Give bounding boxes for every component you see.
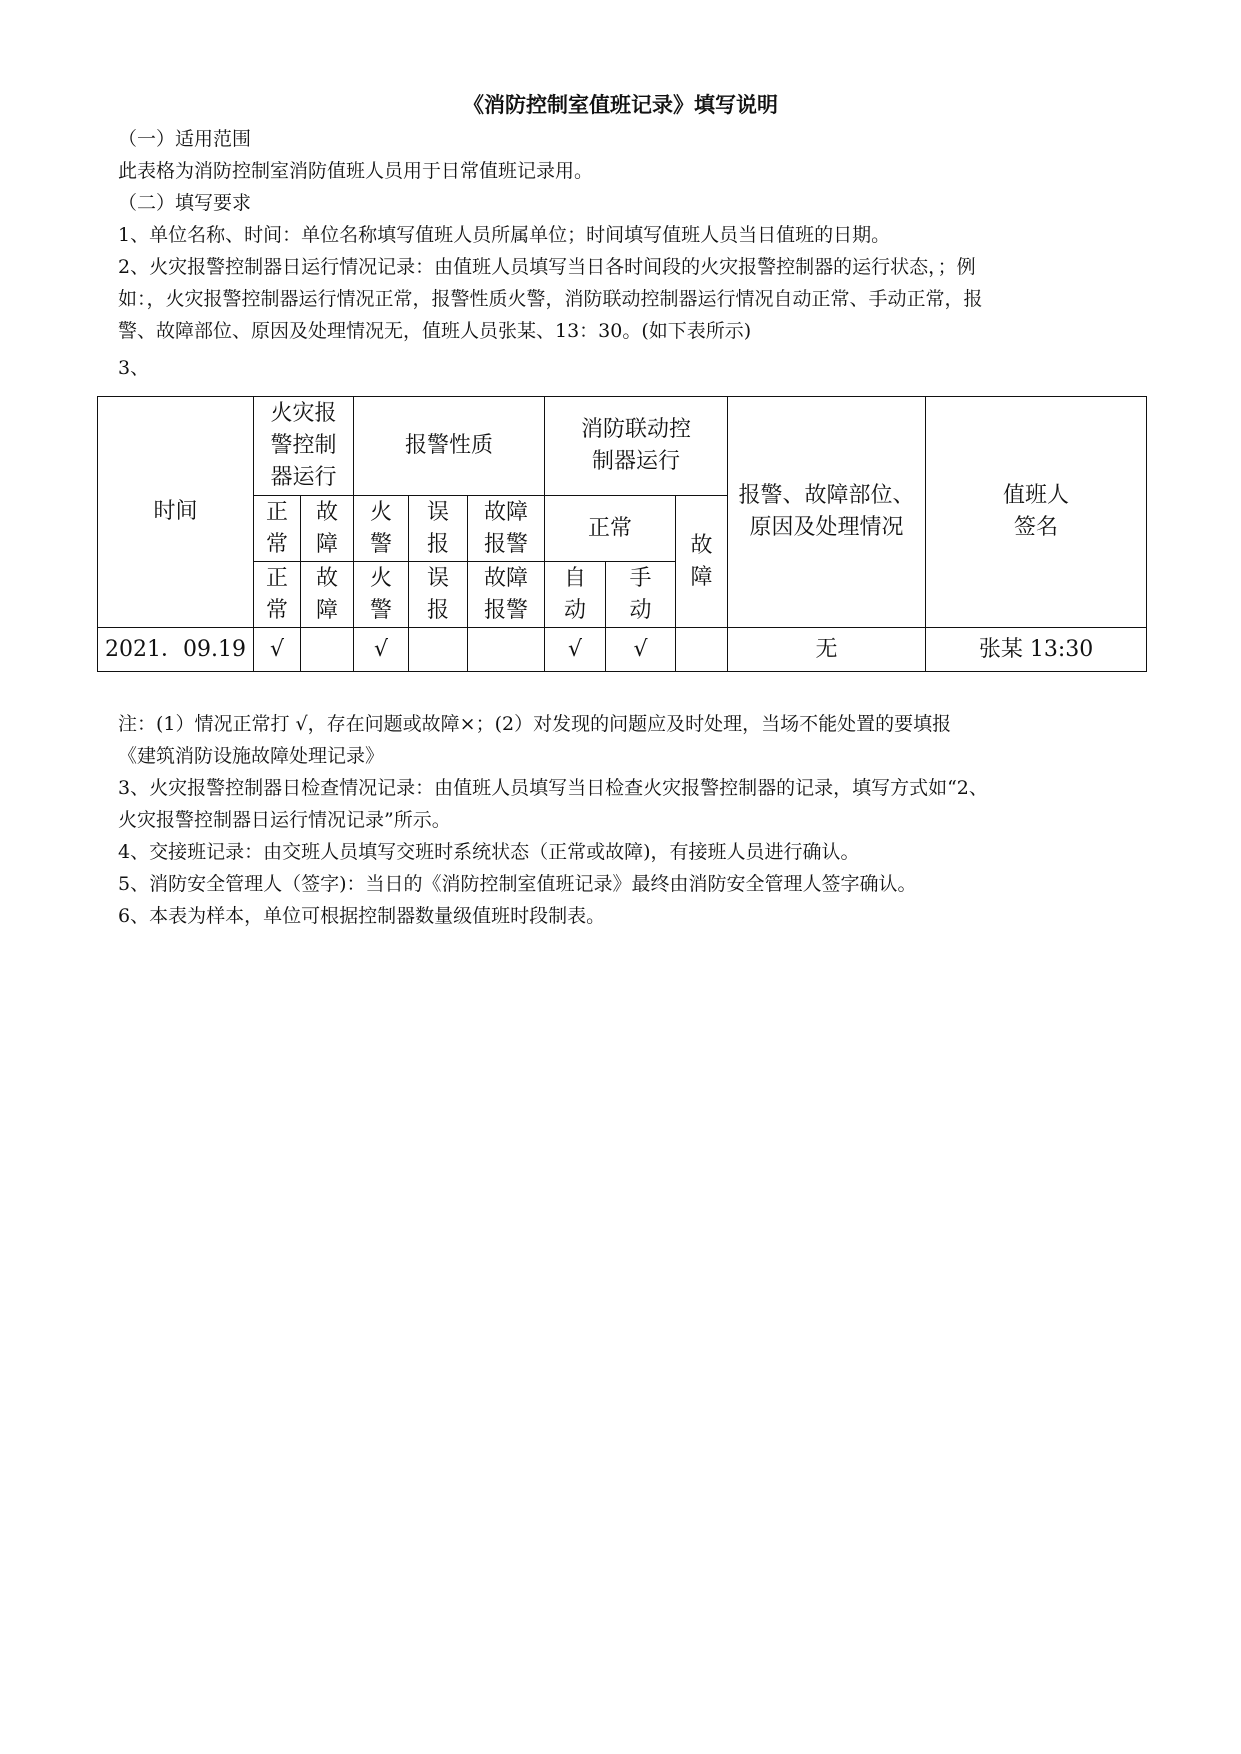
note-line2: 《建筑消防设施故障处理记录》: [118, 745, 385, 767]
header-location: 报警、故障部位、原因及处理情况: [728, 397, 926, 628]
cell-fire: √: [354, 628, 409, 672]
header-fire-alarm: 火警: [354, 496, 409, 562]
item2-line3: 警、故障部位、原因及处理情况无，值班人员张某、13：30。(如下表所示): [118, 320, 752, 342]
duty-record-table: [97, 396, 1147, 672]
cell-location: 无: [728, 628, 926, 672]
header-false-alarm: 误报: [409, 496, 468, 562]
cell-link-fault: [676, 628, 728, 672]
cell-auto: √: [545, 628, 606, 672]
header-fault-alarm: 故障报警: [468, 496, 545, 562]
cell-ctrl-normal: √: [254, 628, 301, 672]
section1-text: 此表格为消防控制室消防值班人员用于日常值班记录用。: [118, 160, 594, 182]
subheader-false-alarm: 误报: [409, 562, 468, 628]
subheader-ctrl-normal: 正常: [254, 562, 301, 628]
cell-fault-alarm: [468, 628, 545, 672]
item3b-line1: 3、火灾报警控制器日检查情况记录：由值班人员填写当日检查火灾报警控制器的记录，填写方式如“2、: [118, 777, 988, 799]
item2-line1: 2、火灾报警控制器日运行情况记录：由值班人员填写当日各时间段的火灾报警控制器的运行状态，；例: [118, 256, 976, 278]
header-ctrl-fault: 故障: [301, 496, 354, 562]
header-time: 时间: [98, 397, 254, 628]
item5-text: 5、消防安全管理人（签字)：当日的《消防控制室值班记录》最终由消防安全管理人签字确认。: [118, 873, 917, 895]
header-ctrl-normal: 正常: [254, 496, 301, 562]
cell-ctrl-fault: [301, 628, 354, 672]
cell-signature: 张某 13:30: [926, 628, 1147, 672]
subheader-fault-alarm: 故障报警: [468, 562, 545, 628]
cell-date: 2021．09.19: [98, 628, 254, 672]
subheader-auto: 自动: [545, 562, 606, 628]
item3-prefix: 3、: [118, 357, 150, 379]
note-line1: 注：(1）情况正常打 √，存在问题或故障×；(2）对发现的问题应及时处理，当场不能处置的要填报: [118, 713, 952, 735]
document-title: 《消防控制室值班记录》填写说明: [463, 93, 778, 117]
header-controller-run: 火灾报警控制器运行: [254, 397, 354, 496]
section2-heading: （二）填写要求: [118, 192, 252, 214]
subheader-manual: 手动: [606, 562, 676, 628]
header-signature: 值班人签名: [926, 397, 1147, 628]
cell-manual: √: [606, 628, 676, 672]
header-alarm-nature: 报警性质: [354, 397, 545, 496]
item6-text: 6、本表为样本，单位可根据控制器数量级值班时段制表。: [118, 905, 606, 927]
header-linkage-fault: 故障: [676, 496, 728, 628]
header-linkage-run: 消防联动控制器运行: [545, 397, 728, 496]
subheader-ctrl-fault: 故障: [301, 562, 354, 628]
cell-false: [409, 628, 468, 672]
table-row: [98, 628, 1147, 672]
item4-text: 4、交接班记录：由交班人员填写交班时系统状态（正常或故障)，有接班人员进行确认。: [118, 841, 860, 863]
header-linkage-normal: 正常: [545, 496, 676, 562]
section1-heading: （一）适用范围: [118, 128, 252, 150]
item3b-line2: 火灾报警控制器日运行情况记录”所示。: [118, 809, 451, 831]
item2-line2: 如：，火灾报警控制器运行情况正常，报警性质火警，消防联动控制器运行情况自动正常、手动正常，报: [118, 288, 983, 310]
item1-text: 1、单位名称、时间：单位名称填写值班人员所属单位；时间填写值班人员当日值班的日期。: [118, 224, 891, 246]
subheader-fire-alarm: 火警: [354, 562, 409, 628]
